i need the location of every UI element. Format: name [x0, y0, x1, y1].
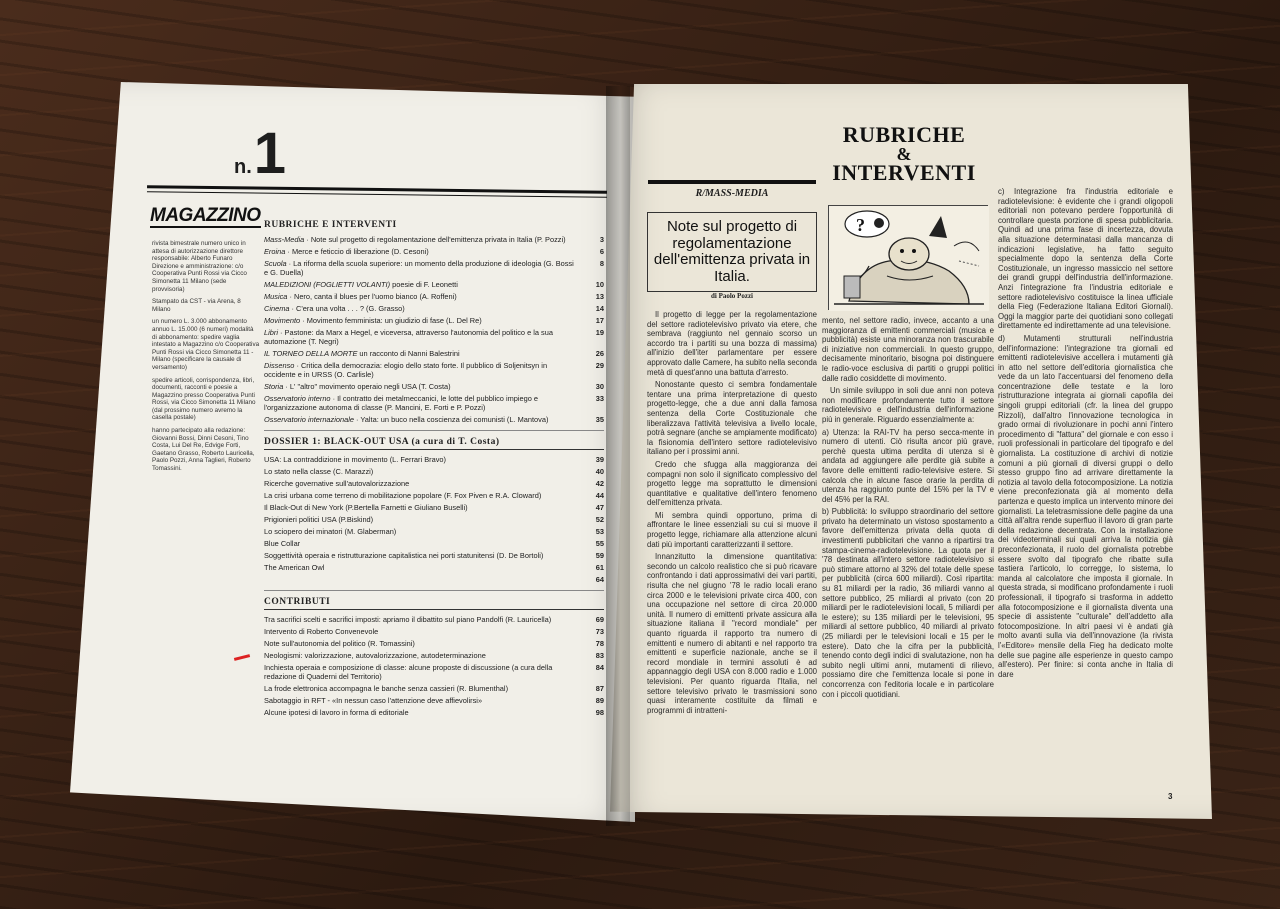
- toc-entry-text: · Il contratto dei metalmeccanici, le lotte del pubblico impiego e l'organizzazione autonoma di classe (P. Mancini, E. Forti e P. Pozzi): [264, 394, 539, 412]
- toc-entry-rubric: Musica: [264, 292, 288, 301]
- article-kicker: R/MASS-MEDIA: [648, 180, 816, 199]
- page-number: 3: [1168, 792, 1173, 801]
- toc-entry-title: [264, 259, 586, 277]
- toc-entry: [264, 708, 604, 717]
- toc-entry: [264, 651, 604, 660]
- cartoon-illustration-icon: [828, 205, 988, 310]
- toc-entry-title: [264, 639, 586, 648]
- toc-section-title: RUBRICHE E INTERVENTI: [264, 220, 397, 230]
- toc-entry-text: Intervento di Roberto Convenevole: [264, 627, 379, 636]
- svg-text:?: ?: [856, 215, 865, 235]
- toc-entry-title: [264, 503, 586, 512]
- toc-entry: [264, 280, 604, 289]
- toc-entry-page: 69: [595, 615, 604, 624]
- toc-entry-page: 14: [595, 304, 604, 313]
- colophon-para: un numero L. 3.000 abbonamento annuo L. 15.000 (6 numeri) modalità di abbonamento: spedire vaglia intestato a Magazzino c/o Cooperativa Punti Rossi via Cicco Simonetta 11 - Milano (specificare la causale di versamento): [152, 318, 260, 371]
- article-paragraph: Un simile sviluppo in soli due anni non poteva non modificare profondamente tutto il settore radiotelevisivo e dell'industria dell'informazione più in generale. Riguardo essenzialmente a:: [822, 386, 994, 424]
- article-paragraph: Innanzitutto la dimensione quantitativa: secondo un calcolo realistico che si può ricavare confrontando i dati approssimativi dei vari partiti, risulta che nel giugno '78 le radio locali erano circa 2000 e le televisioni private circa 400, con una occupazione nel settore di circa 20.000 unità. Il numero di emittenti private assicura alla situazione italiana il "record mondiale" per quanto riguarda il rapporto tra numero di emittenti e numero di abitanti e nel rapporto tra emittenti e superficie nazionale, anche se il record mondiale in termini assoluti è ad appannaggio degli USA con 8.000 radio e 1.000 televisioni. Per quanto riguarda l'Italia, nel settore televisivo privato le trasmissioni sono quasi interamente costituite da filmati e programmi di intratteni-: [647, 552, 817, 715]
- toc-entry-text: Prigionieri politici USA (P.Biskind): [264, 515, 374, 524]
- toc-entry-title: [264, 527, 586, 536]
- article-byline: di Paolo Pozzi: [711, 292, 753, 300]
- toc-entry-text: USA: La contraddizione in movimento (L. Ferrari Bravo): [264, 455, 446, 464]
- toc-entry-title: [264, 696, 586, 705]
- toc-entry: [264, 696, 604, 705]
- toc-entry-text: Il Black-Out di New York (P.Bertella Farnetti e Giuliano Buselli): [264, 503, 468, 512]
- toc-entry-page: 29: [595, 361, 604, 370]
- toc-entry-rubric: Osservatorio internazionale: [264, 415, 354, 424]
- toc-entry-page: 73: [595, 627, 604, 636]
- toc-entry-page: 42: [595, 479, 604, 488]
- toc-entry-text: The American Owl: [264, 563, 325, 572]
- toc-entry-text: Alcune ipotesi di lavoro in forma di editoriale: [264, 708, 409, 717]
- article-column-3: [998, 187, 1173, 795]
- toc-entry-rubric: Cinema: [264, 304, 290, 313]
- toc-entry-text: un racconto di Nanni Balestrini: [357, 349, 460, 358]
- toc-entry-page: 30: [595, 382, 604, 391]
- table-of-contents: [264, 217, 604, 720]
- section-title-line1: RUBRICHE: [842, 122, 966, 147]
- toc-entry-page: 26: [595, 349, 604, 358]
- toc-entry-page: 83: [595, 651, 604, 660]
- toc-entry-text: · Nero, canta il blues per l'uomo bianco (A. Roffeni): [287, 292, 457, 301]
- issue-number: [234, 121, 287, 186]
- toc-entry-text: Neologismi: valorizzazione, autovalorizzazione, autodeterminazione: [264, 651, 486, 660]
- toc-entry: [264, 304, 604, 313]
- toc-entry-page: 13: [595, 292, 604, 301]
- toc-entry-text: · Merce e feticcio di liberazione (D. Cesoni): [285, 247, 429, 256]
- toc-entry-title: [264, 455, 586, 464]
- toc-entry: [264, 247, 604, 256]
- contributi-list: [264, 615, 604, 717]
- section-title-amp: &: [896, 144, 912, 164]
- toc-entry-page: 53: [595, 527, 604, 536]
- toc-entry: [264, 491, 604, 500]
- article-paragraph: a) Utenza: la RAI-TV ha perso secca-mente in numero di utenti. Ciò risulta ancor più grave, perchè questa ultima perdita di utenza si è andata ad aggiungere alle perdite già subite a favore delle emittenti radio-televisive estere. Si calcola che in alcune fasce orarie la perdita di utenza ha raggiunto punte del 15% per la TV e del 45% per la RAI.: [822, 427, 994, 504]
- toc-entry-rubric: Dissenso: [264, 361, 295, 370]
- dossier-list: [264, 455, 604, 591]
- toc-entry: [264, 292, 604, 301]
- toc-entry: [264, 539, 604, 548]
- toc-entry-rubric: Movimento: [264, 316, 301, 325]
- toc-entry-title: [264, 651, 586, 660]
- toc-entry-text: Lo stato nella classe (C. Marazzi): [264, 467, 374, 476]
- toc-entry: [264, 515, 604, 524]
- toc-entry: [264, 527, 604, 536]
- toc-entry-text: · Pastone: da Marx a Hegel, e viceversa, attraverso l'autonomia del politico e la sua automazione (T. Negri): [264, 328, 553, 346]
- toc-entry-title: [264, 708, 586, 717]
- toc-entry-title: [264, 328, 586, 346]
- toc-entry-title: [264, 280, 586, 289]
- toc-entry-page: 10: [595, 280, 604, 289]
- toc-entry-text: · C'era una volta . . . ? (G. Grasso): [289, 304, 405, 313]
- toc-entry-title: [264, 627, 586, 636]
- colophon-para: hanno partecipato alla redazione: Giovanni Bossi, Dinni Cesoni, Tino Costa, Lui Del Re, Edvige Forti, Gaetano Grasso, Roberto Lauricella, Paolo Pozzi, Anna Taglieri, Roberto Tomassini.: [152, 427, 255, 473]
- toc-entry: [264, 415, 604, 424]
- toc-entry-rubric: Storia: [264, 382, 284, 391]
- toc-entry: [264, 316, 604, 325]
- article-paragraph: Mi sembra quindi opportuno, prima di affrontare le linee essenziali su cui si muove il progetto legge, richiamare alla attenzione alcuni dati più importanti caratterizzanti il settore.: [647, 510, 817, 549]
- article-paragraph: Il progetto di legge per la regolamentazione del settore radiotelevisivo privato via etere, che sembrava (raggiunto nel gennaio scorso un accordo tra i partiti su una bozza di massima) all'inizio dell'iter parlamentare per essere approvato dalle Camere, ha subito nella seconda metà di quest'anno una battuta d'arresto.: [647, 310, 817, 377]
- issue-prefix: n.: [234, 156, 252, 178]
- toc-entry-page: 64: [595, 575, 604, 584]
- toc-entry-page: 61: [595, 563, 604, 572]
- toc-entry-title: [264, 479, 586, 488]
- toc-entry-text: Ricerche governative sull'autovalorizzazione: [264, 479, 410, 488]
- toc-entry-page: 55: [595, 539, 604, 548]
- colophon-para: Stampato da CST - via Arena, 8 Milano: [152, 298, 241, 313]
- article-paragraph: mento, nel settore radio, invece, accanto a una maggioranza di emittenti commerciali (musica e pubblicità) esiste una minoranza non trascurabile di iniziative non commerciali. In questo gruppo, decisamente minoritario, bisogna poi distinguere le radio-voce esclusiva di partiti o gruppi politici dalle radio cosiddette di movimento.: [822, 316, 994, 383]
- toc-entry-title: [264, 563, 586, 572]
- toc-entry-page: 52: [595, 515, 604, 524]
- toc-entry-title: [264, 361, 586, 379]
- toc-entry: [264, 259, 604, 277]
- colophon: [152, 240, 260, 478]
- toc-entry-page: 3: [599, 235, 604, 244]
- article-paragraph: c) Integrazione fra l'industria editoriale e radiotelevisione: è evidente che i grandi oligopoli editoriali non potevano perdere l'opportunità di controllare questa porzione di spesa pubblicitaria. Quindi ad una prima fase di incertezza, dovuta alla situazione determinatasi dalla mancanza di indicazioni legislative, ha fatto seguito specialmente dopo la sentenza della Corte Costituzionale, un ingresso massiccio nel settore dei grandi gruppi dell'industria dell'informazione. Anzi l'integrazione fra l'industria editoriale e settore radiotelevisivo costituisce la linea ufficiale della Fieg (Federazione Italiana Editori Giornali). Oggi la maggior parte dei quotidiani sono collegati direttamente ed indirettamente ad una televisione.: [998, 187, 1173, 331]
- toc-entry-text: · La riforma della scuola superiore: un momento della produzione di ideologia (G. Bossi e G. Duella): [264, 259, 574, 277]
- toc-entry-title: [264, 615, 586, 624]
- toc-entry-page: 17: [595, 316, 604, 325]
- toc-entry: [264, 349, 604, 358]
- toc-entry-text: · Note sul progetto di regolamentazione dell'emittenza privata in Italia (P. Pozzi): [304, 235, 566, 244]
- toc-entry-text: poesie di F. Leonetti: [390, 280, 458, 289]
- toc-section-title: CONTRIBUTI: [264, 597, 604, 610]
- masthead-logo: MAGAZZINO: [150, 205, 261, 226]
- toc-entry: [264, 551, 604, 560]
- toc-entry-title: [264, 235, 586, 244]
- toc-entry-title: [264, 247, 586, 256]
- toc-entry-text: · Movimento femminista: un giudizio di fase (L. Del Re): [300, 316, 482, 325]
- toc-entry-page: 98: [595, 708, 604, 717]
- toc-entry: [264, 361, 604, 379]
- toc-entry-title: [264, 349, 586, 358]
- toc-entry-rubric: MALEDIZIONI (FOGLIETTI VOLANTI): [264, 280, 391, 289]
- colophon-para: rivista bimestrale numero unico in attesa di autorizzazione direttore responsabile: Alberto Funaro Direzione e amministrazione: c/o Cooperativa Punti Rossi via Cicco Simonetta 11 Milano (sede provvisoria): [152, 240, 247, 293]
- article-headline: Note sul progetto di regolamentazione dell'emittenza privata in Italia.: [647, 212, 817, 292]
- toc-entry-text: · Yalta: un buco nella coscienza dei comunisti (L. Mantova): [353, 415, 549, 424]
- toc-entry-title: [264, 467, 586, 476]
- toc-entry-page: 47: [595, 503, 604, 512]
- toc-entry-page: 78: [595, 639, 604, 648]
- article-paragraph: Credo che sfugga alla maggioranza dei compagni non solo il significato complessivo del progetto legge ma soprattutto le dimensioni quantitative e qualitative dell'intero fenomeno dell'emittenza privata.: [647, 459, 817, 508]
- toc-entry-text: Note sull'autonomia del politico (R. Tomassini): [264, 639, 415, 648]
- toc-entry-title: [264, 551, 586, 560]
- toc-entry-rubric: Libri: [264, 328, 278, 337]
- toc-entry-rubric: Scuola: [264, 259, 287, 268]
- rubriche-list: [264, 235, 604, 431]
- toc-entry-page: 19: [595, 328, 604, 337]
- toc-entry: [264, 663, 604, 681]
- toc-section-title: DOSSIER 1: BLACK-OUT USA (a cura di T. Costa): [264, 437, 604, 450]
- toc-entry-title: [264, 684, 586, 693]
- toc-entry-page: 40: [595, 467, 604, 476]
- toc-entry: [264, 684, 604, 693]
- toc-entry: [264, 394, 604, 412]
- toc-entry-text: La frode elettronica accompagna le banche senza cassieri (R. Blumenthal): [264, 684, 509, 693]
- toc-entry-text: Soggettività operaia e ristrutturazione capitalistica nei porti statunitensi (D. De Bortoli): [264, 551, 544, 560]
- toc-entry-text: Tra sacrifici scelti e sacrifici imposti: apriamo il dibattito sul piano Pandolfi (R. Lauricella): [264, 615, 552, 624]
- toc-entry-page: 39: [595, 455, 604, 464]
- toc-entry: [264, 235, 604, 244]
- colophon-para: spedire articoli, corrispondenza, libri, documenti, racconti e poesie a Magazzino presso Cooperativa Punti Rossi, via Cicco Simonetta 11 Milano (dal prossimo numero avremo la casella postale): [152, 376, 256, 422]
- toc-entry-title: [264, 515, 586, 524]
- issue-digit: 1: [253, 121, 287, 186]
- toc-entry-title: [264, 304, 586, 313]
- toc-entry-page: 8: [599, 259, 604, 268]
- toc-entry: [264, 328, 604, 346]
- toc-entry: [264, 455, 604, 464]
- toc-entry-page: 89: [595, 696, 604, 705]
- spine-gutter: [606, 86, 630, 826]
- toc-entry-title: [264, 292, 586, 301]
- toc-entry-page: 59: [595, 551, 604, 560]
- toc-entry-title: [264, 394, 586, 412]
- toc-entry-text: · L' "altro" movimento operaio negli USA (T. Costa): [283, 382, 451, 391]
- toc-entry-title: [264, 663, 586, 681]
- toc-entry: [264, 627, 604, 636]
- toc-entry-text: Sabotaggio in RFT - «In nessun caso l'attenzione deve affievolirsi»: [264, 696, 483, 705]
- toc-entry-text: · Critica della democrazia: elogio dello stato forte. Il pubblico di Soljenitsyn in occidente e in URSS (O. Carlisle): [264, 361, 548, 379]
- toc-entry-text: La crisi urbana come terreno di mobilitazione popolare (F. Fox Piven e R.A. Cloward): [264, 491, 542, 500]
- toc-entry-page: 44: [595, 491, 604, 500]
- toc-entry-text: Blue Collar: [264, 539, 301, 548]
- toc-entry-title: [264, 415, 586, 424]
- article-paragraph: Nonostante questo ci sembra fondamentale tentare una prima interpretazione di questo progetto-legge, che a due anni dalla famosa sentenza della Corte Costituzionale che liberalizzava l'attività televisiva a livello locale, potrà segnare (anche se ampiamente modificato) la fisionomia dell'intero settore radiotelevisivo italiano per i prossimi anni.: [647, 380, 817, 457]
- article-column-1: [647, 310, 817, 790]
- toc-entry-page: 87: [595, 684, 604, 693]
- toc-entry-title: [264, 382, 586, 391]
- toc-entry-rubric: Osservatorio interno: [264, 394, 331, 403]
- toc-entry-page: 6: [599, 247, 604, 256]
- toc-entry: [264, 639, 604, 648]
- toc-entry: [264, 575, 604, 584]
- toc-entry: [264, 467, 604, 476]
- section-title-line2: INTERVENTI: [832, 160, 976, 185]
- toc-entry-page: 33: [595, 394, 604, 403]
- toc-entry-text: Inchiesta operaia e composizione di classe: alcune proposte di discussione (a cura della redazione di Quaderni del Territorio): [264, 663, 553, 681]
- toc-entry-page: 84: [595, 663, 604, 672]
- toc-entry-title: [264, 491, 586, 500]
- section-title: [818, 124, 990, 184]
- toc-entry-title: [264, 539, 586, 548]
- toc-entry-text: Lo sciopero dei minatori (M. Glaberman): [264, 527, 397, 536]
- toc-entry: [264, 503, 604, 512]
- toc-entry: [264, 615, 604, 624]
- article-column-2: [822, 316, 994, 782]
- toc-entry-page: 35: [595, 415, 604, 424]
- toc-entry-rubric: Mass-Media: [264, 235, 305, 244]
- toc-entry: [264, 382, 604, 391]
- article-paragraph: d) Mutamenti strutturali nell'industria dell'informazione: l'integrazione tra giornali ed emittenti radiotelevisive accellera i mutamenti già in atto nel settore dell'editoria giornalistica che vede da un lato l'accentuarsi del fenomeno della concentrazione delle testate e la loro ristrutturazione integrata ai giornali capofila dei singoli gruppi editoriali (cfr. la linea del gruppo Rizzoli), dall'altro l'innovazione tecnologica in grado ormai di rivoluzionare in pochi anni l'intero procedimento di "fattura" del giornale e con esso i ruoli professionali in particolare del tipografo e del giornalista. La costituzione di archivi di notizie comuni a più giornali di diversi gruppi o dello stesso gruppo fino ad arrivare direttamente la notizia al tavolo della fotocomposizione. La notizia viene preconfezionata già al momento della partenza e questo implica un intervento minore dei giornalisti. La teletrasmissione delle pagine da una città all'altra rende superfluo il lavoro di gran parte della redazione decentrata. Con la installazione dei videoterminali sui quali arriva la notizia già preconfezionata, il ruolo del giornalista potrebbe essere svolto dal tipografo che ribatte sulla tastiera l'articolo, lo corregge, lo sistema, lo manda al calcolatore che imposta il giornale. In questa strada, si modificano profondamente i ruoli professionali, il tipografo si trasforma in addetto alla fotocomposizione e il giornalista diventa una specie di assistente "culturale" dell'addetto alla fotocomposizione. In altri paesi vi è andati già molto avanti sulla via dell'innovazione (la rivista l'«Editore» mensile della Fieg ha dedicato molte delle sue pagine alle esperienze in questo campo all'estero). Per finire: si conta anche in Italia di dare: [998, 333, 1173, 679]
- toc-entry: [264, 563, 604, 572]
- toc-entry-title: [264, 316, 586, 325]
- article-paragraph: b) Pubblicità: lo sviluppo straordinario del settore privato ha determinato un vistoso spostamento a favore dell'emittenza privata della quota di investimenti pubblicitari che vanno a ripartirsi tra stampa-cinema-radiotelevisione. La quota per il '78 destinata all'intero settore radiotelevisivo si può stimare attorno al 32% del totale delle spese per pubblicità (circa 600 miliardi). Così ripartita: su 81 miliardi per la radio, 36 miliardi vanno al settore pubblico, 25 miliardi al privato (con 20 miliardi per le radiotelevisioni locali, 5 miliardi per le estere); su 135 miliardi per le televisioni, 95 miliardi al settore pubblico, 40 miliardi al privato (25 miliardi per le televisioni locali e 15 per le estere). Dato che la cifra per la pubblicità, tenendo conto degli indici di svalutazione, non ha subito negli ultimi anni, mutamenti di rilievo, possiamo dire che l'emittenza locale si pone in concorrenza con l'editoria locale e in particolare con i piccoli quotidiani.: [822, 507, 994, 699]
- toc-entry: [264, 479, 604, 488]
- toc-entry-rubric: IL TORNEO DELLA MORTE: [264, 349, 358, 358]
- toc-entry-rubric: Eroina: [264, 247, 286, 256]
